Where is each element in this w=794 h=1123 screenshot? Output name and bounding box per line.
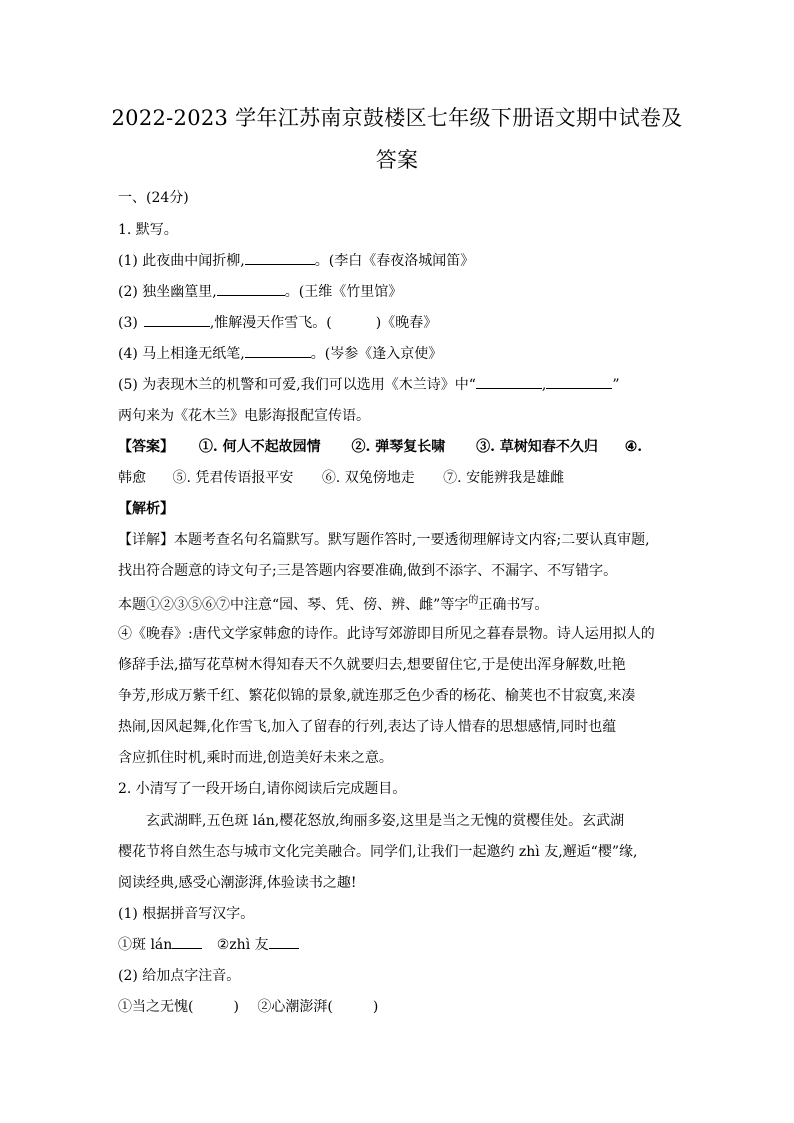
paragraph-line: 热闹,因风起舞,化作雪飞,加入了留春的行列,表达了诗人惜春的思想感情,同时也蕴 xyxy=(118,719,617,735)
answer-blank xyxy=(269,934,299,949)
answer-item: ①. 何人不起故园情 xyxy=(198,439,321,455)
answer-blank xyxy=(217,281,285,296)
q1-item-5-end: ” xyxy=(612,377,620,393)
q1-item-5-text: (5) 为表现木兰的机警和可爱,我们可以选用《木兰诗》中“ xyxy=(118,377,476,393)
passage-line: 玄武湖畔,五色斑 lán,樱花怒放,绚丽多姿,这里是当之无愧的赏樱佳处。玄武湖 xyxy=(146,813,625,829)
answer-item: ③. 草树知春不久归 xyxy=(476,439,598,455)
q1-item-3-text: (3) xyxy=(118,315,138,331)
question-2-heading: 2. 小清写了一段开场白,请你阅读后完成题目。 xyxy=(118,781,407,797)
answer-item: ⑤. 凭君传语报平安 xyxy=(172,470,294,486)
q1-item-1 xyxy=(118,250,474,270)
section-heading: 一、(24分) xyxy=(118,190,189,206)
q1-item-4-text: (4) 马上相逢无纸笔, xyxy=(118,346,245,362)
answer-item: ④. xyxy=(624,439,643,455)
answer-blank xyxy=(546,374,612,389)
answer-item: ⑦. 安能辨我是雄雌 xyxy=(443,470,565,486)
note-line xyxy=(118,594,548,614)
q1-item-2 xyxy=(118,281,402,301)
answer-row-1 xyxy=(118,436,642,456)
answer-blank xyxy=(172,934,202,949)
answer-item: ②. 弹琴复长啸 xyxy=(351,439,446,455)
answer-blank xyxy=(476,374,542,389)
q1-item-5 xyxy=(118,374,620,394)
q1-item-1-source: 。(李白《春夜洛城闻笛》 xyxy=(314,253,475,269)
sub-question-1: (1) 根据拼音写汉字。 xyxy=(118,906,255,922)
q1-item-5-sep: , xyxy=(541,377,547,393)
q1-item-1-text: (1) 此夜曲中闻折柳, xyxy=(118,253,245,269)
detail-line-1: 【详解】本题考查名句名篇默写。默写题作答时,一要透彻理解诗文内容;二要认真审题, xyxy=(118,532,650,548)
analysis-label: 【解析】 xyxy=(118,501,174,517)
detail-line-2: 找出符合题意的诗文句子;三是答题内容要准确,做到不添字、不漏字、不写错字。 xyxy=(118,563,618,579)
q1-item-2-text: (2) 独坐幽篁里, xyxy=(118,284,217,300)
question-1-heading: 1. 默写。 xyxy=(118,222,178,238)
answer-blank xyxy=(144,312,210,327)
sub-question-2: (2) 给加点字注音。 xyxy=(118,968,241,984)
document-title-line2: 答案 xyxy=(375,148,419,172)
pinyin-item-1: ①斑 lán xyxy=(118,937,173,953)
paragraph-line: 争芳,形成万紫千红、繁花似锦的景象,就连那乏色少香的杨花、榆荚也不甘寂寞,来凑 xyxy=(118,688,636,704)
q1-item-3-mid: ,惟解漫天作雪飞。( xyxy=(209,315,332,331)
q1-item-3 xyxy=(118,312,437,332)
paragraph-line: ④《晚春》:唐代文学家韩愈的诗作。此诗写郊游即目所见之暮春景物。诗人运用拟人的 xyxy=(118,626,655,642)
answer-blank xyxy=(245,343,311,358)
q1-item-3-source: )《晚春》 xyxy=(375,315,438,331)
answer-blank xyxy=(245,250,315,265)
passage-line: 樱花节将自然生态与城市文化完美融合。同学们,让我们一起邀约 zhì 友,邂逅“樱”缘, xyxy=(118,844,638,860)
answer-row-2 xyxy=(118,467,564,487)
phonetic-item-2: ②心潮澎湃( xyxy=(257,999,333,1015)
paren-close: ) xyxy=(233,999,239,1015)
passage-line: 阅读经典,感受心潮澎湃,体验读书之趣! xyxy=(118,875,357,891)
sub-question-2-items xyxy=(118,996,378,1016)
paren-close: ) xyxy=(372,999,379,1015)
answer-item: ⑥. 双兔傍地走 xyxy=(321,470,415,486)
note-superscript: 的 xyxy=(468,595,479,606)
q1-item-4-source: 。(岑参《逢入京使》 xyxy=(310,346,443,362)
q1-item-4 xyxy=(118,343,442,363)
phonetic-item-1: ①当之无愧( xyxy=(118,999,194,1015)
note-text-end: 正确书写。 xyxy=(478,597,549,613)
sub-question-1-items xyxy=(118,934,299,954)
q1-item-2-source: 。(王维《竹里馆》 xyxy=(284,284,403,300)
document-title-line1: 2022-2023 学年江苏南京鼓楼区七年级下册语文期中试卷及 xyxy=(111,106,683,130)
answer-label: 【答案】 xyxy=(118,439,174,455)
q1-item-5-cont: 两句来为《花木兰》电影海报配宣传语。 xyxy=(118,408,370,424)
answer-item: 韩愈 xyxy=(118,470,146,486)
pinyin-item-2: ②zhì 友 xyxy=(216,937,269,953)
paragraph-line: 含应抓住时机,乘时而进,创造美好未来之意。 xyxy=(118,750,393,766)
note-text: 本题①②③⑤⑥⑦中注意“园、琴、凭、傍、辨、雌”等字 xyxy=(118,597,469,613)
paragraph-line: 修辞手法,描写花草树木得知春天不久就要归去,想要留住它,于是使出浑身解数,吐艳 xyxy=(118,657,626,673)
